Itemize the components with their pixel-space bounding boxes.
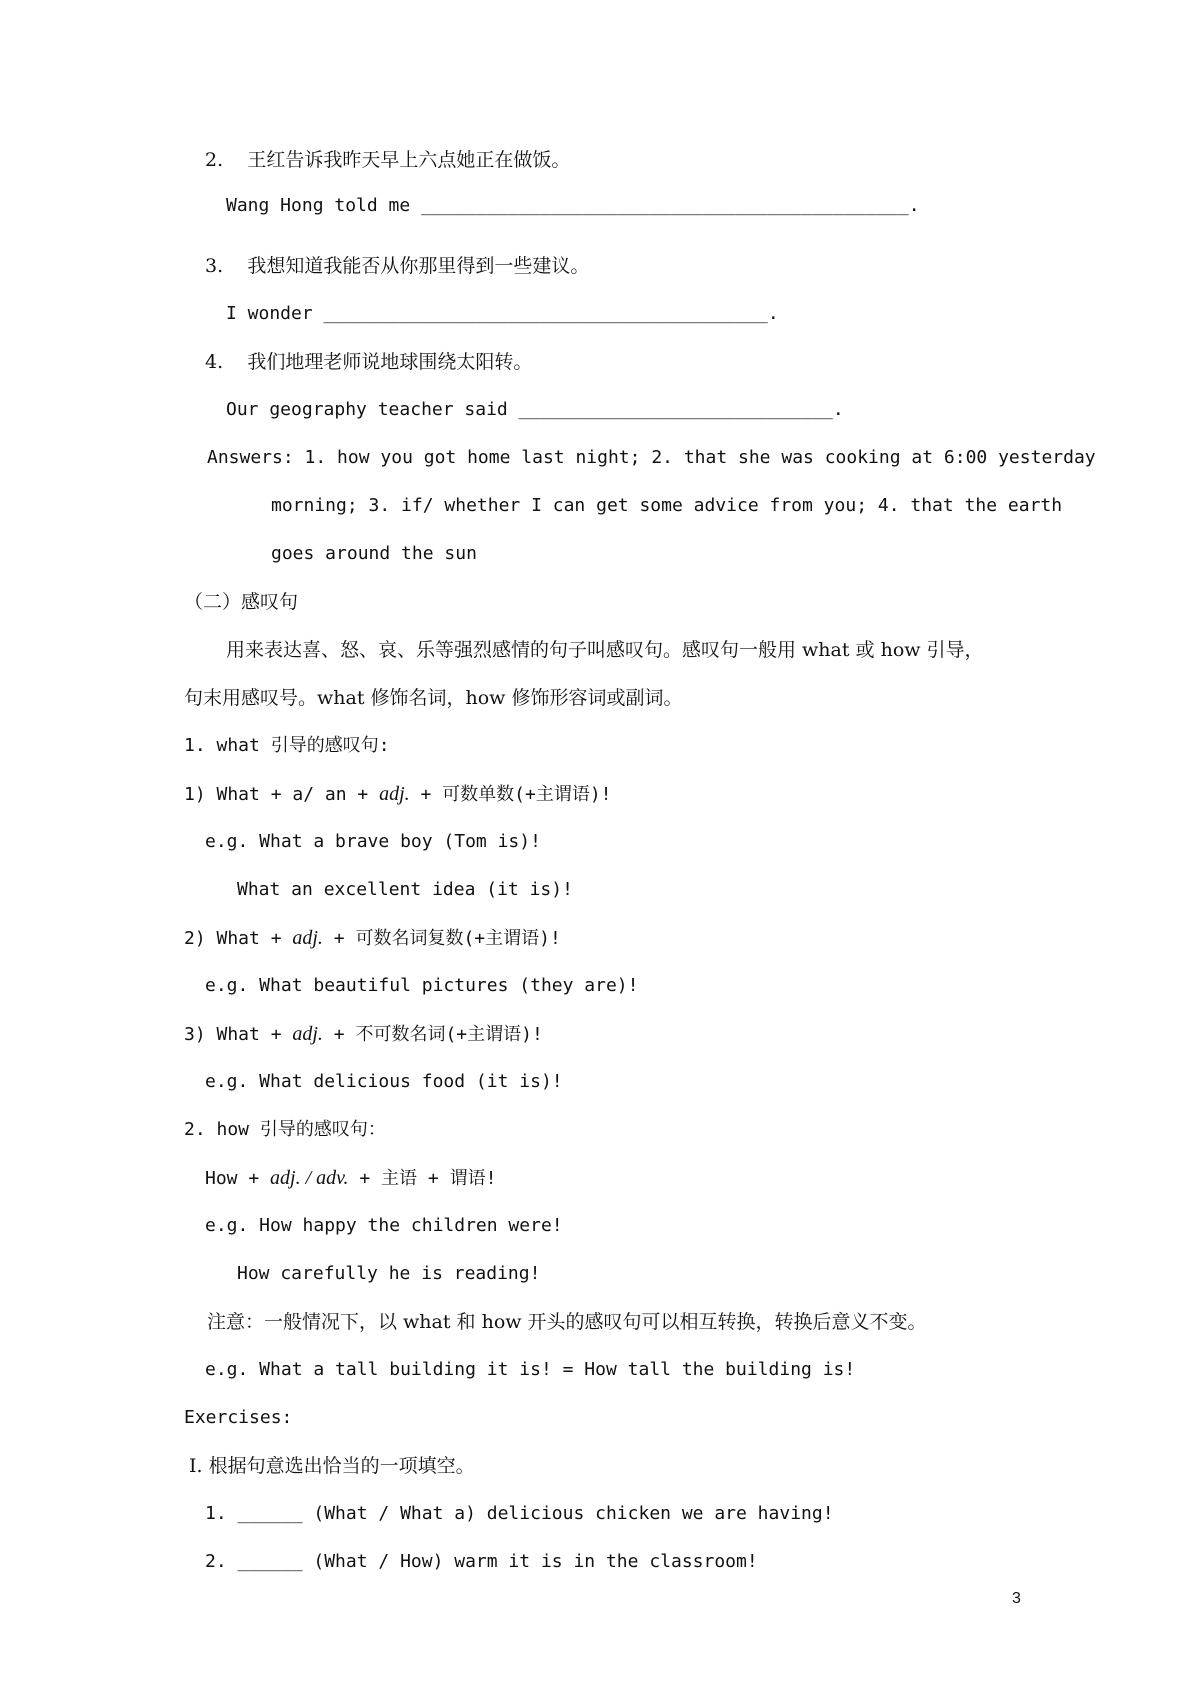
rule-adj: adj. [379, 783, 410, 805]
item-3 [205, 254, 589, 278]
item-4 [205, 350, 532, 374]
section-title: （二）感叹句 [184, 591, 299, 613]
rule-1-example-1: e.g. What a brave boy (Tom is)! [205, 831, 541, 852]
rule-prefix: 1) What + a/ an + [184, 784, 380, 805]
rule-2 [184, 926, 561, 951]
rule-prefix: How + [205, 1168, 271, 1189]
how-example-1: e.g. How happy the children were! [205, 1215, 563, 1236]
how-rule [205, 1166, 496, 1191]
rule-prefix: 3) What + [184, 1024, 293, 1045]
rule-3 [184, 1022, 543, 1047]
rule-adj-adv: adj. / adv. [270, 1167, 349, 1189]
item-2 [205, 148, 570, 172]
exercise-item-2: 2. ______ (What / How) warm it is in the classroom! [205, 1551, 758, 1572]
intro-line-2: 句末用感叹号。what 修饰名词，how 修饰形容词或副词。 [184, 687, 683, 709]
item-number: 3. [205, 255, 224, 277]
item-text: 我想知道我能否从你那里得到一些建议。 [247, 255, 590, 277]
intro-line-1: 用来表达喜、怒、哀、乐等强烈感情的句子叫感叹句。感叹句一般用 what 或 how 引导， [226, 639, 984, 661]
exercise-item-1: 1. ______ (What / What a) delicious chicken we are having! [205, 1503, 834, 1524]
answers-line-3: goes around the sun [271, 543, 477, 564]
fill-line-2: Wang Hong told me _____________________________________________. [226, 195, 920, 216]
page-number: 3 [1012, 1590, 1021, 1607]
rule-1 [184, 782, 612, 807]
rule-3-example: e.g. What delicious food (it is)! [205, 1071, 563, 1092]
note-example: e.g. What a tall building it is! = How tall the building is! [205, 1359, 856, 1380]
rule-suffix: + 可数单数(+主谓语)! [409, 784, 612, 805]
rule-suffix: + 不可数名词(+主谓语)! [322, 1024, 543, 1045]
answers-line-1: Answers: 1. how you got home last night; 2. that she was cooking at 6:00 yesterday [207, 447, 1096, 468]
what-heading: 1. what 引导的感叹句: [184, 735, 390, 756]
exercise-part-heading: Ⅰ. 根据句意选出恰当的一项填空。 [189, 1455, 475, 1477]
note: 注意：一般情况下，以 what 和 how 开头的感叹句可以相互转换，转换后意义不变。 [207, 1311, 927, 1333]
how-example-2: How carefully he is reading! [237, 1263, 541, 1284]
item-number: 2. [205, 149, 224, 171]
item-text: 王红告诉我昨天早上六点她正在做饭。 [247, 149, 571, 171]
exercises-heading: Exercises: [184, 1407, 293, 1428]
rule-1-example-2: What an excellent idea (it is)! [237, 879, 573, 900]
answers-line-2: morning; 3. if/ whether I can get some advice from you; 4. that the earth [271, 495, 1063, 516]
item-number: 4. [205, 351, 224, 373]
fill-line-3: I wonder _________________________________________. [226, 303, 779, 324]
rule-2-example: e.g. What beautiful pictures (they are)! [205, 975, 639, 996]
rule-suffix: + 主语 + 谓语! [348, 1168, 497, 1189]
item-text: 我们地理老师说地球围绕太阳转。 [247, 351, 533, 373]
rule-adj: adj. [292, 927, 323, 949]
rule-suffix: + 可数名词复数(+主谓语)! [322, 928, 561, 949]
rule-adj: adj. [292, 1023, 323, 1045]
fill-line-4: Our geography teacher said _____________________________. [226, 399, 844, 420]
how-heading: 2. how 引导的感叹句： [184, 1119, 386, 1140]
rule-prefix: 2) What + [184, 928, 293, 949]
